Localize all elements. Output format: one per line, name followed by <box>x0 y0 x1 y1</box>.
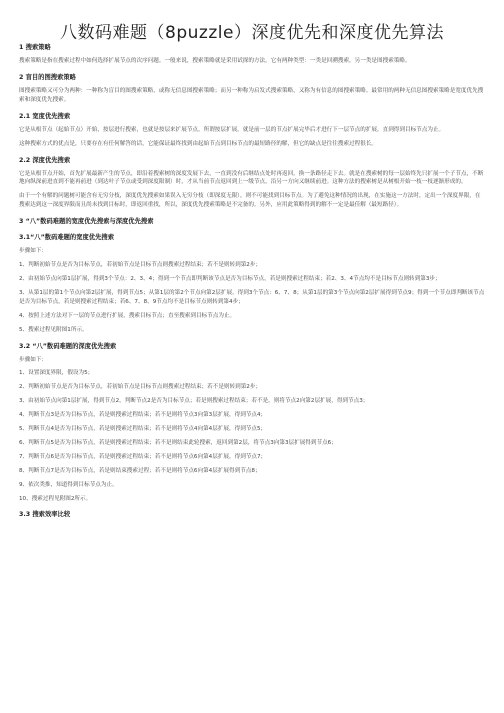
list-item: 1、设置深度界限，假设为5； <box>19 370 94 377</box>
paragraph: 步骤如下： <box>19 248 47 255</box>
list-item: 6、判断节点5是否为目标节点，若是则搜索过程结束；若不是则结束此轮搜索，返回到第2层，将节点3向第3层扩展得到节点6； <box>19 439 337 446</box>
list-item: 5、搜索过程见附图1所示。 <box>19 326 88 333</box>
section-heading: 3.2 “八”数码难题的深度优先搜索 <box>19 342 117 350</box>
list-item: 4、按照上述方法对下一层的节点进行扩展，搜索目标节点；直至搜索到目标节点为止。 <box>19 312 236 319</box>
list-item: 2、由初始节点向第1层扩展，得到3个节点：2、3、4；得到一个节点即判断该节点是否为目标节点，若是则搜索过程结束；若2、3、4节点均不是目标节点则转到第3步； <box>19 275 441 282</box>
paragraph: 它是从根节点开始，首先扩展最新产生的节点，即沿着搜索树的深度发展下去，一直到没有后继结点处时再返回，换一条路径走下去。就是在搜索树的每一层始终先只扩展一个子节点，不断地向纵深前进直到不能再前进（到达叶子节点或受到深度限制）时，才从当前节点返回到上一级节点，沿另一方向又继续前进。这种方法的搜索树是从树根开始一枝一枝逐渐形成的。 <box>19 170 484 186</box>
list-item: 5、判断节点4是否为目标节点，若是则搜索过程结束；若不是则将节点4向第4层扩展，得到节点5； <box>19 426 267 433</box>
list-item: 2、判断初始节点是否为目标节点，若初始节点是目标节点则搜索过程结束；若不是则转到第2步； <box>19 384 262 391</box>
section-heading: 2 盲目的图搜索策略 <box>19 73 76 81</box>
list-item: 1、判断初始节点是否为目标节点，若初始节点是目标节点则搜索过程结束；若不是则转到第2步； <box>19 262 262 269</box>
list-item: 8、判断节点7是否为目标节点，若是则结束搜索过程；若不是则将节点6向第4层扩展得到节点8； <box>19 467 261 474</box>
list-item: 3、从第1层的第1个节点向第2层扩展，得到节点5；从第1层的第2个节点向第2层扩展，得到3个节点：6、7、8；从第1层的第3个节点向第2层扩展得到节点9；得到一个节点即判断该节点是否为目标节点，若是则搜索过程结束；若6、7、8、9节点均不是目标节点则转到第4步； <box>19 289 485 305</box>
paragraph: 搜索策略是指在搜索过程中如何选择扩展节点的次序问题。一般来说，搜索策略就是采用试探的方法。它有两种类型：一类是回溯搜索，另一类是图搜索策略。 <box>19 58 411 64</box>
section-heading: 3 “八”数码难题的宽度优先搜索与深度优先搜索 <box>19 218 154 226</box>
section-heading: 2.1 宽度优先搜索 <box>19 112 71 120</box>
list-item: 10、搜索过程见附图2所示。 <box>19 495 92 502</box>
list-item: 9、依次类推，知道得到目标节点为止。 <box>19 481 118 488</box>
paragraph: 这种搜索方式的优点是，只要存在有任何解答的话，它能保证最终找到由起始节点到目标节点的最短路径的解，但它的缺点是往往搜索过程很长。 <box>19 140 378 147</box>
section-heading: 3.3 搜索效率比较 <box>19 511 71 519</box>
section-heading: 3.1“八”数码难题的宽度优先搜索 <box>19 234 114 242</box>
list-item: 3、由初始节点向第1层扩展，得到节点2，判断节点2是否为目标节点；若是则搜索过程结束；若不是，则将节点2向第2层扩展，得到节点3； <box>19 398 369 405</box>
list-item: 4、判断节点3是否为目标节点，若是则搜索过程结束；若不是则将节点3向第3层扩展，得到节点4； <box>19 412 267 419</box>
paragraph: 它是从根节点（起始节点）开始，按层进行搜索，也就是按层来扩展节点。所谓按层扩展，就是前一层的节点扩展完毕后才进行下一层节点的扩展，直到得到目标节点为止。 <box>19 126 445 133</box>
list-item: 7、判断节点6是否为目标节点，若是则搜索过程结束；若不是则将节点6向第4层扩展，得到节点7； <box>19 453 267 460</box>
paragraph: 步骤如下： <box>19 356 47 363</box>
section-heading: 2.2 深度优先搜索 <box>19 156 71 164</box>
section-heading: 1 搜索策略 <box>19 44 51 51</box>
document-title: 八数码难题（8puzzle）深度优先和深度优先算法 <box>60 23 444 43</box>
paragraph: 图搜索策略又可分为两种：一种称为盲目的图搜索策略，或称无信息图搜索策略；而另一种称为启发式搜索策略，又称为有信息的图搜索策略。最常用的两种无信息图搜索策略是宽度优先搜索和深度优先搜索。 <box>19 87 484 103</box>
paragraph: 由于一个有解的问题树可能含有无穷分枝，深度优先搜索如果误入无穷分枝（即深度无限），则不可能找到目标节点。为了避免这种情况的出现，在实施这一方法时，定出一个深度界限，在搜索达到这一深度界限而且尚未找到目标时，即返回重找，所以，深度优先搜索策略是不完备的。另外，应用此策略得到的解不一定是最佳解（最短路径）。 <box>19 193 481 209</box>
